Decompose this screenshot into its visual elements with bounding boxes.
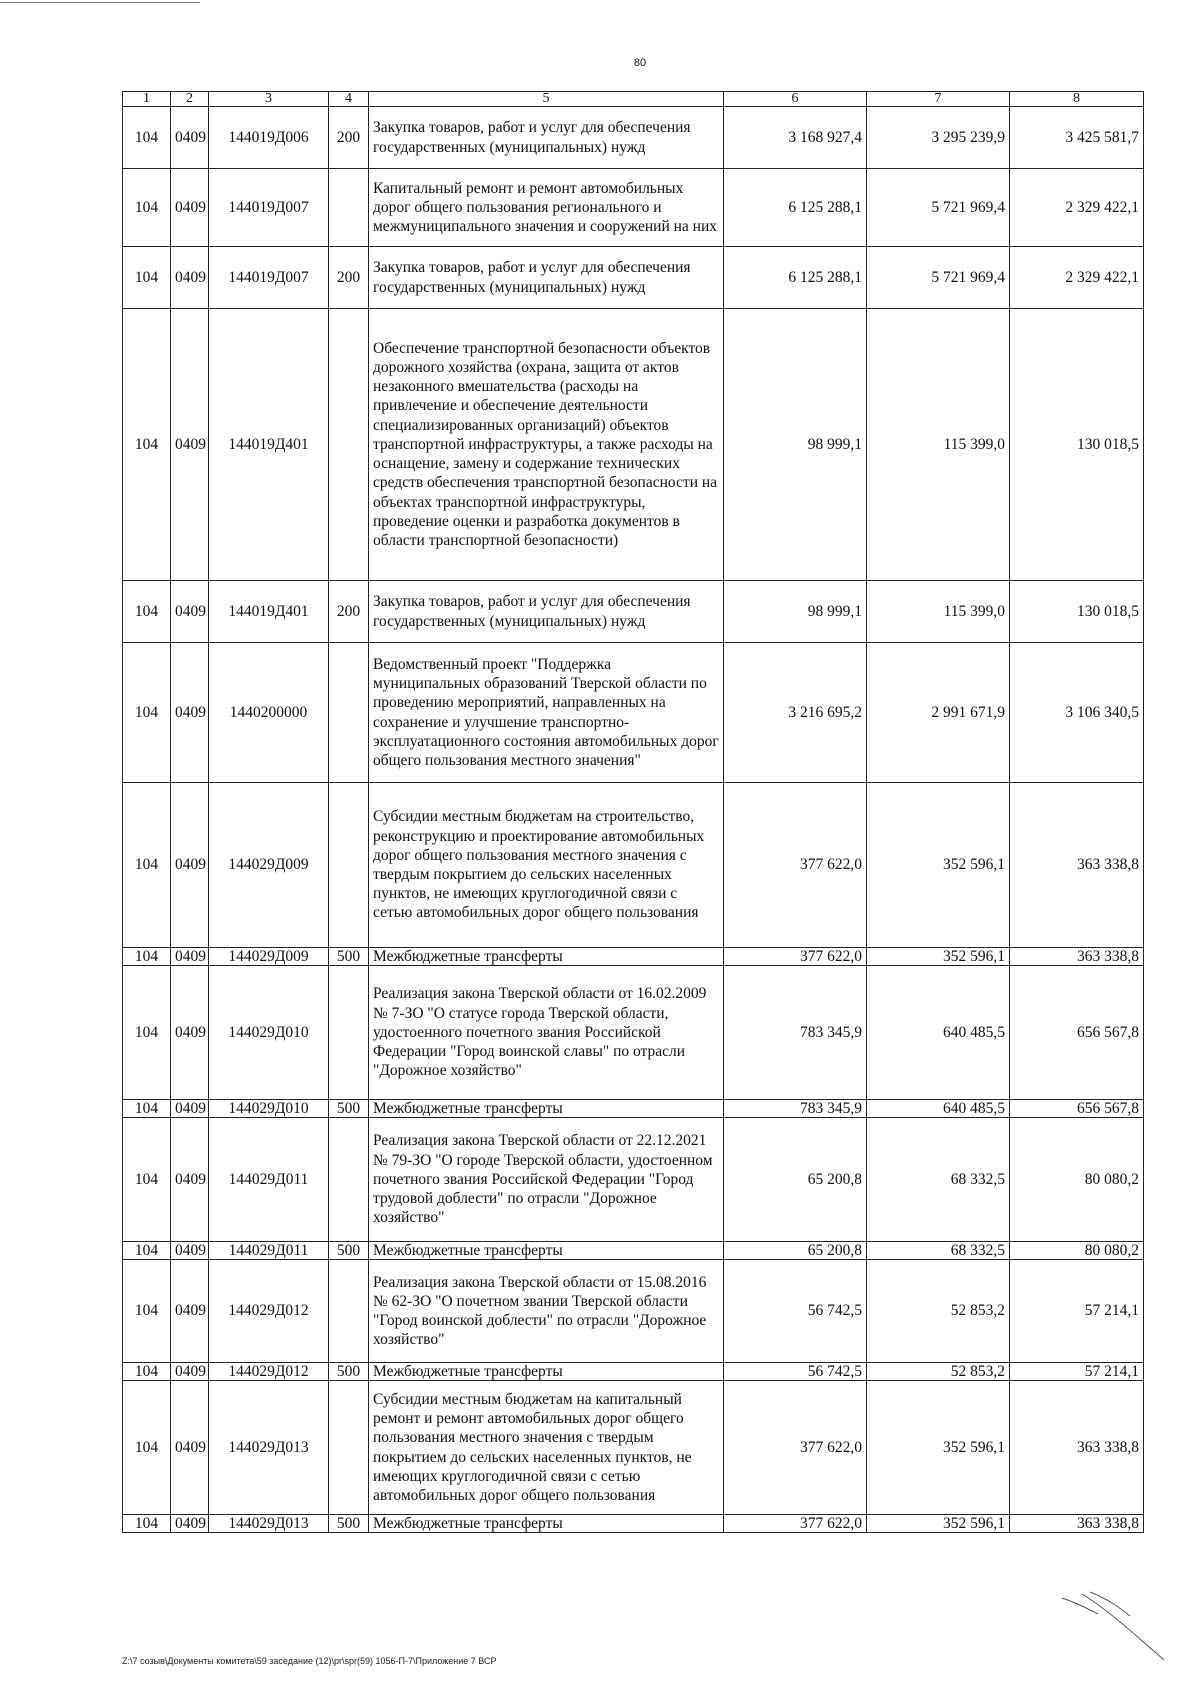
table-row [123,948,1144,966]
target-article-code: 1440200000 [209,643,329,783]
amount-col-8: 363 338,8 [1010,948,1144,966]
table-row [123,1118,1144,1242]
subsection-code: 0409 [171,1363,209,1381]
section-code: 104 [123,1100,171,1118]
item-description: Закупка товаров, работ и услуг для обеспечения государственных (муниципальных) нужд [369,247,724,309]
amount-col-7: 52 853,2 [867,1363,1010,1381]
target-article-code: 144019Д007 [209,247,329,309]
item-description: Реализация закона Тверской области от 16.02.2009 № 7-ЗО "О статусе города Тверской области, удостоенного почетного звания Российской Федерации "Город воинской славы" по отрасли "Дорожное хозяйство" [369,966,724,1100]
target-article-code: 144029Д012 [209,1260,329,1363]
subsection-code: 0409 [171,783,209,948]
expense-type-code [329,1260,369,1363]
amount-col-8: 130 018,5 [1010,581,1144,643]
amount-col-7: 352 596,1 [867,948,1010,966]
subsection-code: 0409 [171,1242,209,1260]
expense-type-code: 500 [329,1515,369,1533]
expense-type-code: 500 [329,948,369,966]
amount-col-6: 98 999,1 [724,581,867,643]
table-row [123,643,1144,783]
amount-col-7: 5 721 969,4 [867,169,1010,247]
target-article-code: 144029Д012 [209,1363,329,1381]
target-article-code: 144029Д011 [209,1118,329,1242]
subsection-code: 0409 [171,1381,209,1515]
amount-col-8: 3 106 340,5 [1010,643,1144,783]
section-code: 104 [123,966,171,1100]
target-article-code: 144019Д401 [209,581,329,643]
table-row [123,1381,1144,1515]
expense-type-code [329,783,369,948]
section-code: 104 [123,1260,171,1363]
table-row [123,107,1144,169]
subsection-code: 0409 [171,247,209,309]
target-article-code: 144019Д007 [209,169,329,247]
table-row [123,581,1144,643]
amount-col-8: 57 214,1 [1010,1363,1144,1381]
section-code: 104 [123,643,171,783]
subsection-code: 0409 [171,1515,209,1533]
section-code: 104 [123,783,171,948]
section-code: 104 [123,1515,171,1533]
budget-table [122,91,1144,1533]
item-description: Реализация закона Тверской области от 22.12.2021 № 79-ЗО "О городе Тверской области, удостоенном почетного звания Российской Федерации "Город трудовой доблести" по отрасли "Дорожное хозяйство" [369,1118,724,1242]
subsection-code: 0409 [171,948,209,966]
amount-col-6: 56 742,5 [724,1363,867,1381]
item-description: Субсидии местным бюджетам на капитальный ремонт и ремонт автомобильных дорог общего пользования местного значения с твердым покрытием до сельских населенных пунктов, не имеющих круглогодичной связи с сетью автомобильных дорог общего пользования [369,1381,724,1515]
header-col-5: 5 [369,92,724,107]
amount-col-6: 3 168 927,4 [724,107,867,169]
section-code: 104 [123,1363,171,1381]
section-code: 104 [123,247,171,309]
table-row [123,1100,1144,1118]
amount-col-7: 115 399,0 [867,309,1010,581]
amount-col-7: 68 332,5 [867,1242,1010,1260]
amount-col-6: 6 125 288,1 [724,247,867,309]
subsection-code: 0409 [171,107,209,169]
table-row [123,309,1144,581]
file-path-footer: Z:\7 созыв\Документы комитета\59 заседание (12)\pr\spr(59) 1056-П-7\Приложение 7 ВСР [122,1656,497,1666]
header-col-6: 6 [724,92,867,107]
target-article-code: 144029Д010 [209,1100,329,1118]
subsection-code: 0409 [171,309,209,581]
expense-type-code [329,966,369,1100]
expense-type-code [329,169,369,247]
amount-col-8: 80 080,2 [1010,1118,1144,1242]
item-description: Закупка товаров, работ и услуг для обеспечения государственных (муниципальных) нужд [369,107,724,169]
amount-col-7: 640 485,5 [867,966,1010,1100]
section-code: 104 [123,1242,171,1260]
target-article-code: 144029Д011 [209,1242,329,1260]
amount-col-7: 352 596,1 [867,1515,1010,1533]
header-col-8: 8 [1010,92,1144,107]
target-article-code: 144029Д009 [209,783,329,948]
table-header-row [123,92,1144,107]
target-article-code: 144029Д013 [209,1381,329,1515]
amount-col-7: 352 596,1 [867,783,1010,948]
subsection-code: 0409 [171,1100,209,1118]
expense-type-code: 500 [329,1242,369,1260]
item-description: Межбюджетные трансферты [369,948,724,966]
item-description: Межбюджетные трансферты [369,1515,724,1533]
amount-col-6: 377 622,0 [724,1515,867,1533]
section-code: 104 [123,948,171,966]
item-description: Обеспечение транспортной безопасности объектов дорожного хозяйства (охрана, защита от актов незаконного вмешательства (расходы на привлечение и обеспечение деятельности специализированных организаций) объектов транспортной инфраструктуры, а также расходы на оснащение, замену и содержание технических средств обеспечения транспортной безопасности на объектах транспортной инфраструктуры, проведение оценки и разработка документов в области транспортной безопасности) [369,309,724,581]
expense-type-code: 500 [329,1100,369,1118]
section-code: 104 [123,309,171,581]
header-col-4: 4 [329,92,369,107]
amount-col-8: 3 425 581,7 [1010,107,1144,169]
amount-col-7: 52 853,2 [867,1260,1010,1363]
header-col-7: 7 [867,92,1010,107]
amount-col-7: 5 721 969,4 [867,247,1010,309]
amount-col-6: 56 742,5 [724,1260,867,1363]
amount-col-8: 57 214,1 [1010,1260,1144,1363]
subsection-code: 0409 [171,1118,209,1242]
section-code: 104 [123,1381,171,1515]
table-row [123,1242,1144,1260]
amount-col-8: 363 338,8 [1010,1515,1144,1533]
amount-col-8: 130 018,5 [1010,309,1144,581]
header-col-2: 2 [171,92,209,107]
table-row [123,966,1144,1100]
amount-col-8: 363 338,8 [1010,783,1144,948]
section-code: 104 [123,107,171,169]
amount-col-8: 2 329 422,1 [1010,169,1144,247]
page-number: 80 [633,57,647,69]
amount-col-8: 656 567,8 [1010,1100,1144,1118]
subsection-code: 0409 [171,966,209,1100]
expense-type-code: 500 [329,1363,369,1381]
subsection-code: 0409 [171,581,209,643]
item-description: Капитальный ремонт и ремонт автомобильных дорог общего пользования регионального и межмуниципального значения и сооружений на них [369,169,724,247]
expense-type-code: 200 [329,581,369,643]
section-code: 104 [123,169,171,247]
signature-mark [1060,1590,1170,1665]
expense-type-code: 200 [329,247,369,309]
table-row [123,1260,1144,1363]
amount-col-6: 377 622,0 [724,948,867,966]
target-article-code: 144029Д010 [209,966,329,1100]
amount-col-7: 640 485,5 [867,1100,1010,1118]
amount-col-7: 352 596,1 [867,1381,1010,1515]
section-code: 104 [123,581,171,643]
item-description: Субсидии местным бюджетам на строительство, реконструкцию и проектирование автомобильных дорог общего пользования местного значения с твердым покрытием до сельских населенных пунктов, не имеющих круглогодичной связи с сетью автомобильных дорог общего пользования [369,783,724,948]
amount-col-7: 115 399,0 [867,581,1010,643]
amount-col-6: 65 200,8 [724,1118,867,1242]
section-code: 104 [123,1118,171,1242]
table-row [123,783,1144,948]
target-article-code: 144029Д013 [209,1515,329,1533]
table-row [123,1363,1144,1381]
amount-col-6: 783 345,9 [724,966,867,1100]
amount-col-6: 377 622,0 [724,1381,867,1515]
expense-type-code: 200 [329,107,369,169]
target-article-code: 144029Д009 [209,948,329,966]
expense-type-code [329,1118,369,1242]
amount-col-7: 3 295 239,9 [867,107,1010,169]
item-description: Закупка товаров, работ и услуг для обеспечения государственных (муниципальных) нужд [369,581,724,643]
item-description: Межбюджетные трансферты [369,1100,724,1118]
amount-col-7: 68 332,5 [867,1118,1010,1242]
item-description: Межбюджетные трансферты [369,1363,724,1381]
amount-col-8: 80 080,2 [1010,1242,1144,1260]
header-col-3: 3 [209,92,329,107]
amount-col-6: 98 999,1 [724,309,867,581]
expense-type-code [329,1381,369,1515]
amount-col-6: 65 200,8 [724,1242,867,1260]
table-row [123,1515,1144,1533]
amount-col-7: 2 991 671,9 [867,643,1010,783]
subsection-code: 0409 [171,643,209,783]
target-article-code: 144019Д401 [209,309,329,581]
amount-col-8: 363 338,8 [1010,1381,1144,1515]
amount-col-6: 6 125 288,1 [724,169,867,247]
expense-type-code [329,309,369,581]
scan-top-edge-line [0,2,200,3]
amount-col-6: 783 345,9 [724,1100,867,1118]
subsection-code: 0409 [171,1260,209,1363]
expense-type-code [329,643,369,783]
amount-col-6: 3 216 695,2 [724,643,867,783]
item-description: Ведомственный проект "Поддержка муниципальных образований Тверской области по проведению мероприятий, направленных на сохранение и улучшение транспортно-эксплуатационного состояния автомобильных дорог общего пользования местного значения" [369,643,724,783]
subsection-code: 0409 [171,169,209,247]
table-row [123,247,1144,309]
header-col-1: 1 [123,92,171,107]
target-article-code: 144019Д006 [209,107,329,169]
table-row [123,169,1144,247]
amount-col-8: 2 329 422,1 [1010,247,1144,309]
item-description: Реализация закона Тверской области от 15.08.2016 № 62-ЗО "О почетном звании Тверской области "Город воинской доблести" по отрасли "Дорожное хозяйство" [369,1260,724,1363]
amount-col-6: 377 622,0 [724,783,867,948]
amount-col-8: 656 567,8 [1010,966,1144,1100]
item-description: Межбюджетные трансферты [369,1242,724,1260]
